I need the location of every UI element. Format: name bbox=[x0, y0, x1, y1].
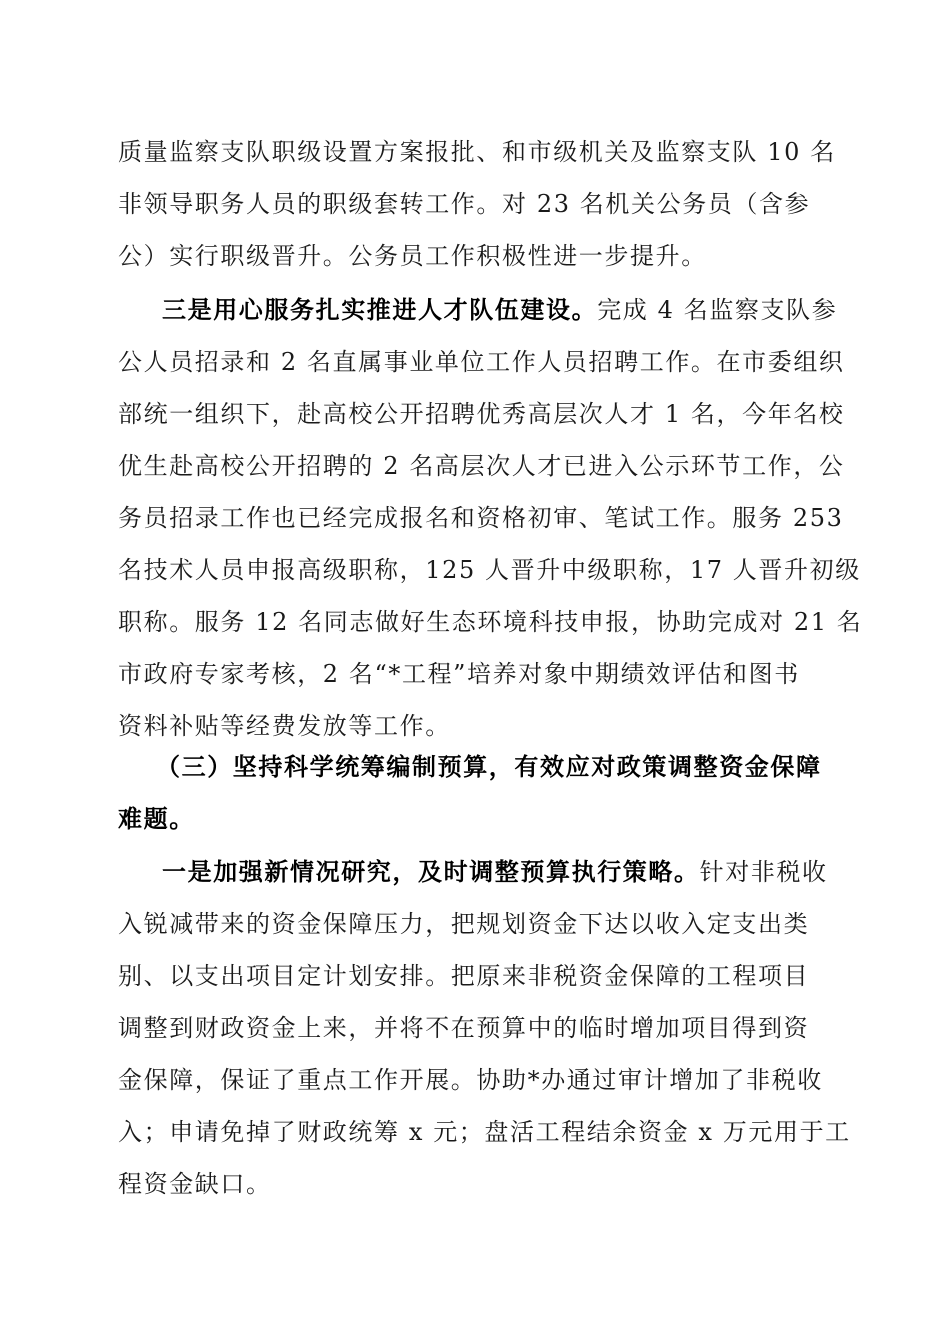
paragraph-line: 部统一组织下，赴高校公开招聘优秀高层次人才 1 名，今年名校 bbox=[118, 400, 845, 428]
paragraph-line: 公人员招录和 2 名直属事业单位工作人员招聘工作。在市委组织 bbox=[118, 348, 845, 376]
paragraph-line: 质量监察支队职级设置方案报批、和市级机关及监察支队 10 名 bbox=[118, 138, 836, 166]
paragraph-line: 资料补贴等经费发放等工作。 bbox=[118, 712, 451, 740]
paragraph-line-rest: 完成 4 名监察支队参 bbox=[597, 296, 838, 324]
paragraph-line: 优生赴高校公开招聘的 2 名高层次人才已进入公示环节工作，公 bbox=[118, 452, 845, 480]
paragraph-line: 调整到财政资金上来，并将不在预算中的临时增加项目得到资 bbox=[118, 1014, 810, 1042]
paragraph-line: 入；申请免掉了财政统筹 x 元；盘活工程结余资金 x 万元用于工 bbox=[118, 1118, 851, 1146]
paragraph-lead-heading: 三是用心服务扎实推进人才队伍建设。 bbox=[162, 296, 598, 324]
section-heading-line: 难题。 bbox=[118, 805, 195, 833]
paragraph-line: 程资金缺口。 bbox=[118, 1170, 272, 1198]
paragraph-line: 务员招录工作也已经完成报名和资格初审、笔试工作。服务 253 bbox=[118, 504, 844, 532]
paragraph-first-line bbox=[118, 284, 838, 336]
paragraph-first-line bbox=[118, 846, 838, 898]
paragraph-line: 公）实行职级晋升。公务员工作积极性进一步提升。 bbox=[118, 242, 707, 270]
paragraph-line-rest: 针对非税收 bbox=[699, 858, 828, 886]
paragraph-line: 职称。服务 12 名同志做好生态环境科技申报，协助完成对 21 名 bbox=[118, 608, 863, 636]
paragraph-talent-team bbox=[118, 284, 863, 752]
paragraph-line: 非领导职务人员的职级套转工作。对 23 名机关公务员（含参 bbox=[118, 190, 811, 218]
paragraph-line: 名技术人员申报高级职称，125 人晋升中级职称，17 人晋升初级 bbox=[118, 556, 861, 584]
paragraph-line: 市政府专家考核，2 名“*工程”培养对象中期绩效评估和图书 bbox=[118, 660, 800, 688]
paragraph-budget-strategy bbox=[118, 846, 851, 1210]
paragraph-line: 入锐减带来的资金保障压力，把规划资金下达以收入定支出类 bbox=[118, 910, 810, 938]
paragraph-staff-grading bbox=[118, 126, 838, 282]
paragraph-line: 别、以支出项目定计划安排。把原来非税资金保障的工程项目 bbox=[118, 962, 810, 990]
paragraph-line: 金保障，保证了重点工作开展。协助*办通过审计增加了非税收 bbox=[118, 1066, 823, 1094]
section-heading-line: （三）坚持科学统筹编制预算，有效应对政策调整资金保障 bbox=[156, 753, 822, 781]
section-heading bbox=[118, 741, 838, 845]
paragraph-lead-heading: 一是加强新情况研究，及时调整预算执行策略。 bbox=[162, 858, 700, 886]
